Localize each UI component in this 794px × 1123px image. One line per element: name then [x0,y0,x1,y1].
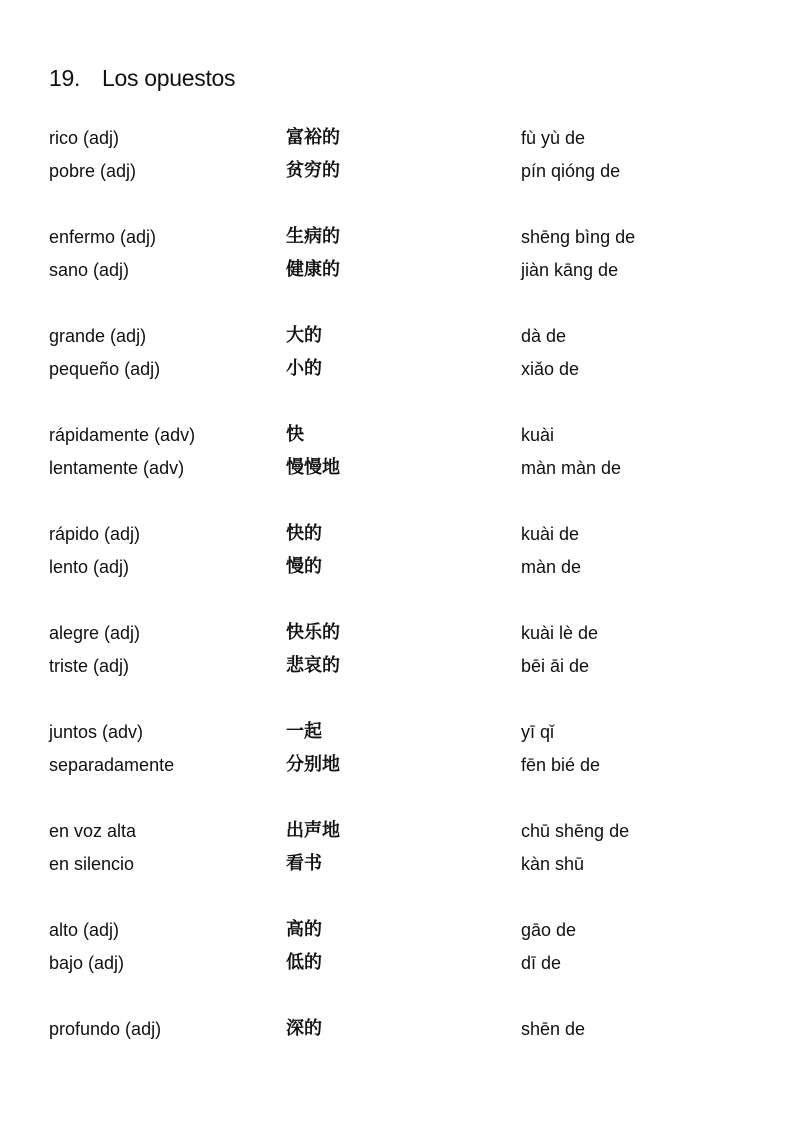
chinese-word: 慢慢地 [286,457,340,478]
spanish-word: alegre (adj) [49,623,141,643]
opposite-pair [49,817,749,916]
section-number: 19. [49,65,81,91]
pinyin-reading: jiàn kāng de [521,260,619,280]
chinese-word: 高的 [286,919,322,940]
chinese-word: 深的 [286,1018,322,1039]
spanish-word: juntos (adv) [49,722,144,742]
chinese-word: 快的 [286,523,322,544]
pinyin-reading: bēi āi de [521,656,590,676]
vocab-row [49,553,749,586]
pinyin-reading: gāo de [521,920,577,940]
pinyin-reading: kuài [521,425,555,445]
spanish-word: pequeño (adj) [49,359,161,379]
opposite-pair [49,421,749,520]
pinyin-reading: chū shēng de [521,821,630,841]
chinese-word: 大的 [286,325,322,346]
chinese-word: 出声地 [286,820,340,841]
chinese-word: 富裕的 [286,127,340,148]
pinyin-reading: màn màn de [521,458,622,478]
opposite-pair [49,124,749,223]
vocab-row [49,223,749,256]
spanish-word: triste (adj) [49,656,130,676]
pinyin-reading: shēng bìng de [521,227,636,247]
vocab-row [49,256,749,289]
opposite-pair [49,520,749,619]
spanish-word: en silencio [49,854,135,874]
spanish-word: rápido (adj) [49,524,141,544]
pinyin-reading: màn de [521,557,582,577]
spanish-word: profundo (adj) [49,1019,162,1039]
spanish-word: enfermo (adj) [49,227,157,247]
spanish-word: alto (adj) [49,920,120,940]
spanish-word: pobre (adj) [49,161,137,181]
chinese-word: 慢的 [286,556,322,577]
opposite-pair [49,223,749,322]
vocab-row [49,157,749,190]
chinese-word: 快 [286,424,304,445]
spanish-word: rápidamente (adv) [49,425,196,445]
chinese-word: 生病的 [286,226,340,247]
pinyin-reading: fēn bié de [521,755,601,775]
vocab-row [49,421,749,454]
vocab-row [49,619,749,652]
spanish-word: bajo (adj) [49,953,125,973]
opposite-pair [49,916,749,1015]
pinyin-reading: kuài de [521,524,580,544]
pinyin-reading: pín qióng de [521,161,621,181]
chinese-word: 分别地 [286,754,340,775]
pinyin-reading: xiǎo de [521,359,580,379]
opposite-pair [49,322,749,421]
vocab-row [49,718,749,751]
chinese-word: 低的 [286,952,322,973]
chinese-word: 小的 [286,358,322,379]
opposite-pair [49,1015,749,1114]
pinyin-reading: kuài lè de [521,623,599,643]
spanish-word: separadamente [49,755,175,775]
vocab-row [49,652,749,685]
vocab-row [49,751,749,784]
vocab-row [49,355,749,388]
vocab-row [49,1015,749,1048]
chinese-word: 快乐的 [286,622,340,643]
vocab-row [49,817,749,850]
spanish-word: rico (adj) [49,128,120,148]
pinyin-reading: shēn de [521,1019,586,1039]
spanish-word: sano (adj) [49,260,130,280]
spanish-word: grande (adj) [49,326,147,346]
chinese-word: 贫穷的 [286,160,340,181]
spanish-word: en voz alta [49,821,137,841]
pinyin-reading: yī qǐ [521,722,555,742]
chinese-word: 悲哀的 [286,655,340,676]
vocab-row [49,949,749,982]
chinese-word: 健康的 [286,259,340,280]
opposite-pair [49,718,749,817]
chinese-word: 看书 [286,853,322,874]
vocab-row [49,520,749,553]
vocab-row [49,454,749,487]
vocab-row [49,124,749,157]
vocab-row [49,322,749,355]
spanish-word: lentamente (adv) [49,458,185,478]
vocabulary-list [49,124,749,1114]
page-title [49,63,235,93]
spanish-word: lento (adj) [49,557,130,577]
pinyin-reading: dà de [521,326,567,346]
pinyin-reading: kàn shū [521,854,585,874]
vocab-row [49,916,749,949]
section-title: Los opuestos [102,65,236,91]
chinese-word: 一起 [286,721,322,742]
opposite-pair [49,619,749,718]
pinyin-reading: fù yù de [521,128,586,148]
vocab-row [49,850,749,883]
pinyin-reading: dī de [521,953,562,973]
